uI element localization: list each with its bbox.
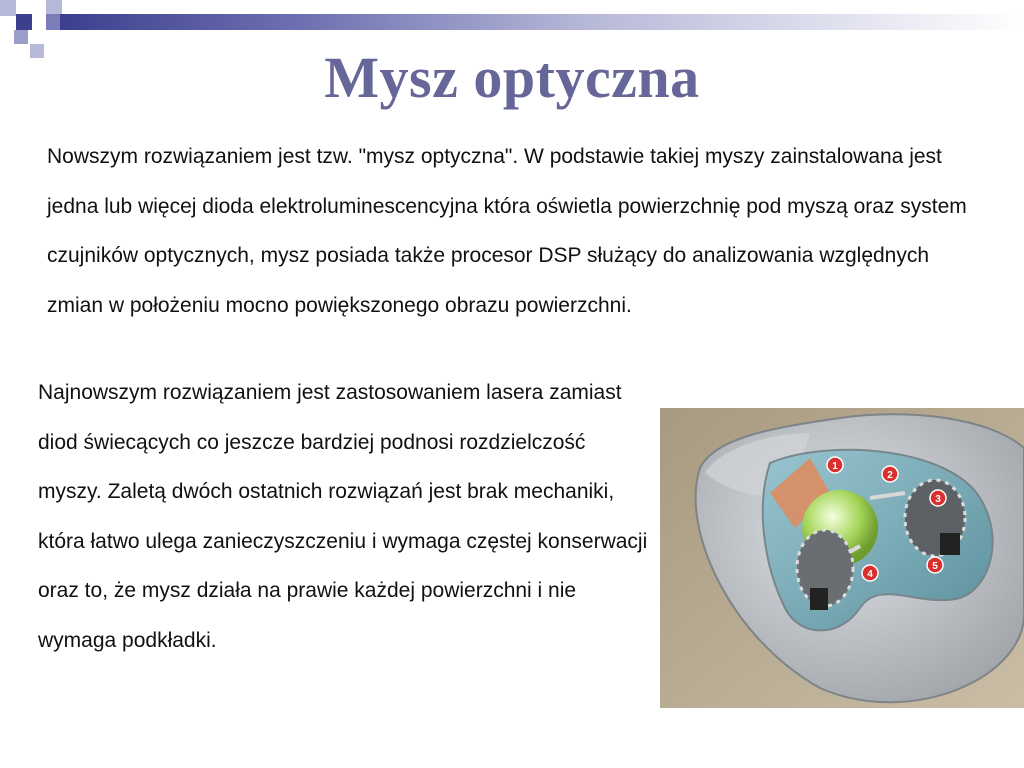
optical-mouse-image [660, 408, 1024, 708]
decor-square-2 [16, 14, 32, 30]
marker-label-5: 5 [932, 561, 938, 572]
slide-title: Mysz optyczna [324, 45, 700, 110]
marker-label-1: 1 [832, 461, 838, 472]
decor-square-1 [0, 0, 16, 16]
paragraph-laser-mouse: Najnowszym rozwiązaniem jest zastosowaniem lasera zamiast diod świecących co jeszcze bardziej podnosi rozdzielczość myszy. Zaletą dwóch ostatnich rozwiązań jest brak mechaniki, która łatwo ulega zanieczyszczeniu i wymaga częstej konserwacji oraz to, że mysz działa na prawie każdej powierzchni i nie wymaga podkładki. [38, 381, 648, 652]
marker-label-4: 4 [867, 569, 873, 580]
decor-square-3 [46, 0, 62, 14]
optical-mouse-illustration [660, 408, 1024, 708]
marker-5 [927, 557, 943, 573]
marker-4 [862, 565, 878, 581]
decor-square-5 [14, 30, 28, 44]
header-gradient-bar [60, 14, 1024, 30]
paragraph-optical-mouse: Nowszym rozwiązaniem jest tzw. "mysz optyczna". W podstawie takiej myszy zainstalowana jest jedna lub więcej dioda elektroluminescencyjna która oświetla powierzchnię pod myszą oraz system czujników optycznych, mysz posiada także procesor DSP służący do analizowania względnych zmian w położeniu mocno powiększonego obrazu powierzchni. [47, 145, 967, 317]
marker-2 [882, 466, 898, 482]
marker-1 [827, 457, 843, 473]
marker-label-2: 2 [887, 470, 893, 481]
marker-3 [930, 490, 946, 506]
marker-label-3: 3 [935, 494, 941, 505]
